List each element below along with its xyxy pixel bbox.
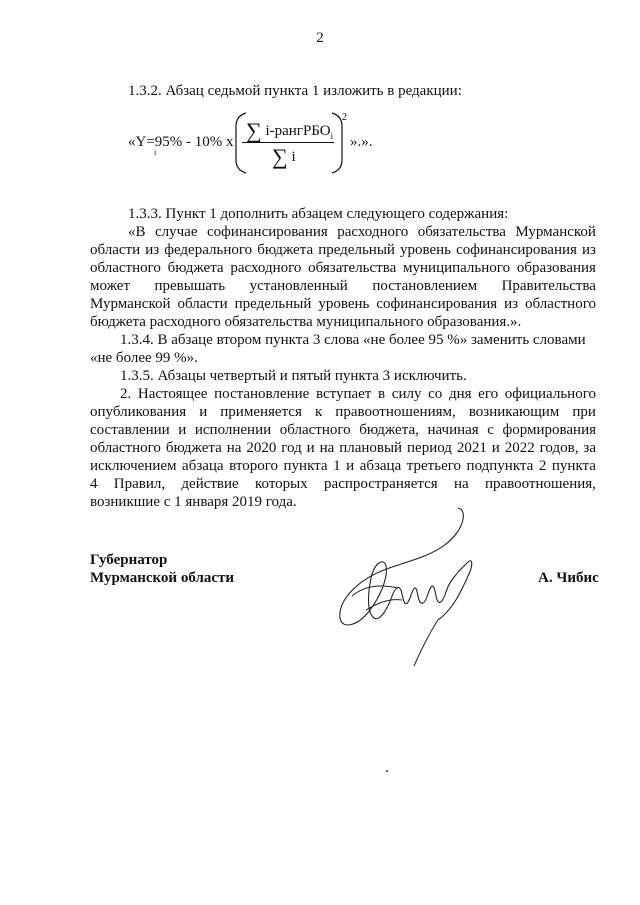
word: 1 bbox=[333, 458, 341, 474]
signer-name: А. Чибис bbox=[538, 570, 599, 586]
item-2-line bbox=[120, 386, 596, 403]
word: расходного bbox=[230, 260, 302, 276]
word: из bbox=[581, 242, 596, 258]
signer-title-line-2: Мурманской области bbox=[90, 570, 235, 586]
quote-line bbox=[90, 260, 596, 277]
word: из bbox=[145, 242, 160, 258]
item-2-line bbox=[90, 458, 596, 475]
formula bbox=[128, 112, 428, 182]
word: превышать bbox=[154, 278, 226, 294]
word: пункта bbox=[551, 458, 596, 474]
formula-lhs: «Y=95% - 10% x bbox=[128, 134, 234, 150]
word: 2 bbox=[538, 458, 547, 474]
word: с bbox=[487, 422, 494, 438]
word: областного bbox=[90, 440, 161, 456]
word: бюджета bbox=[167, 260, 224, 276]
word: и bbox=[491, 440, 500, 456]
word: постановление bbox=[214, 386, 310, 402]
word: 2022 bbox=[504, 440, 535, 456]
formula-subscript: i bbox=[154, 148, 157, 157]
word: муниципального bbox=[403, 260, 511, 276]
word: со bbox=[428, 386, 443, 402]
word: образования bbox=[516, 260, 596, 276]
item-2-line bbox=[90, 404, 596, 421]
word: на bbox=[319, 440, 335, 456]
word: третьего bbox=[406, 458, 462, 474]
word: вступает bbox=[315, 386, 372, 402]
word: при bbox=[572, 404, 596, 420]
word: и bbox=[306, 440, 315, 456]
word: возникающим bbox=[468, 404, 560, 420]
word: его bbox=[478, 386, 499, 402]
word: уровень bbox=[318, 296, 370, 312]
word: 4 bbox=[90, 476, 98, 492]
item-1-3-5: 1.3.5. Абзацы четвертый и пятый пункта 3 исключить. bbox=[120, 368, 467, 384]
item-2-last-line: возникшие с 1 января 2019 года. bbox=[90, 494, 297, 510]
word: бюджета bbox=[165, 440, 222, 456]
word: софинансирования bbox=[376, 296, 498, 312]
word: софинансирования bbox=[456, 242, 577, 258]
word: дня bbox=[448, 386, 472, 402]
formula-denominator bbox=[272, 144, 296, 170]
word: 2021 bbox=[456, 440, 487, 456]
word: которых bbox=[255, 476, 308, 492]
word: обязательства bbox=[417, 224, 506, 240]
word: 2. bbox=[120, 386, 132, 402]
word: софинансирования bbox=[206, 224, 328, 240]
word: начиная bbox=[427, 422, 479, 438]
word: расходного bbox=[337, 224, 409, 240]
numerator-sigma: ∑ bbox=[246, 118, 262, 143]
word: и bbox=[178, 422, 187, 438]
word: уровень bbox=[400, 242, 452, 258]
word: на bbox=[453, 476, 469, 492]
word: Мурманской bbox=[515, 224, 596, 240]
word: опубликования bbox=[90, 404, 187, 420]
word: год bbox=[281, 440, 302, 456]
word: на bbox=[226, 440, 242, 456]
word: плановый bbox=[339, 440, 403, 456]
denominator-text: i bbox=[291, 149, 296, 165]
scan-dot bbox=[386, 770, 388, 772]
word: составлении bbox=[90, 422, 170, 438]
word: исполнении bbox=[194, 422, 272, 438]
word: пункта bbox=[283, 458, 328, 474]
word: подпункта bbox=[466, 458, 534, 474]
word: официального bbox=[504, 386, 596, 402]
word: в bbox=[378, 386, 386, 402]
word: 2020 bbox=[246, 440, 277, 456]
item-2-line bbox=[90, 422, 596, 439]
quote-last-line: бюджета расходного обязательства муниципального образования.». bbox=[90, 314, 522, 330]
word: областного bbox=[90, 260, 161, 276]
item-1-3-4-cont: «не более 99 %». bbox=[90, 350, 198, 366]
handwritten-signature bbox=[318, 500, 518, 670]
word: абзаца bbox=[182, 458, 224, 474]
word: случае bbox=[154, 224, 198, 240]
word: из bbox=[504, 296, 519, 312]
item-2-line bbox=[90, 476, 596, 493]
word: период bbox=[407, 440, 452, 456]
fraction-line bbox=[242, 142, 334, 143]
numerator-subscript: i bbox=[330, 131, 334, 141]
word: может bbox=[90, 278, 130, 294]
word: Правительства bbox=[501, 278, 596, 294]
word: федерального bbox=[164, 242, 253, 258]
word: к bbox=[314, 404, 323, 420]
word: распространяется bbox=[324, 476, 438, 492]
word: бюджета bbox=[257, 242, 314, 258]
denominator-sigma: ∑ bbox=[272, 144, 288, 169]
signer-title-line-1: Губернатор bbox=[90, 552, 168, 568]
word: предельный bbox=[234, 296, 312, 312]
word: Настоящее bbox=[137, 386, 208, 402]
item-2-line bbox=[90, 440, 596, 457]
word: «В bbox=[128, 224, 146, 240]
quote-line bbox=[90, 242, 596, 259]
word: области bbox=[90, 242, 141, 258]
numerator-text: i-рангРБО bbox=[265, 123, 331, 139]
word: бюджета, bbox=[359, 422, 419, 438]
word: силу bbox=[391, 386, 422, 402]
word: за bbox=[583, 440, 596, 456]
formula-exponent: 2 bbox=[342, 112, 347, 123]
word: обязательства bbox=[308, 260, 397, 276]
word: областного bbox=[279, 422, 351, 438]
formula-numerator bbox=[246, 118, 333, 144]
word: формирования bbox=[502, 422, 596, 438]
word: действие bbox=[181, 476, 239, 492]
word: постановлением bbox=[372, 278, 478, 294]
quote-line bbox=[90, 278, 596, 295]
word: Мурманской bbox=[90, 296, 171, 312]
word: Правил, bbox=[113, 476, 166, 492]
word: абзаца bbox=[359, 458, 402, 474]
word: правоотношениям, bbox=[335, 404, 456, 420]
word: исключением bbox=[90, 458, 177, 474]
word: области bbox=[177, 296, 228, 312]
item-1-3-3: 1.3.3. Пункт 1 дополнить абзацем следующего содержания: bbox=[128, 206, 509, 222]
word: правоотношения, bbox=[484, 476, 596, 492]
item-1-3-4: 1.3.4. В абзаце втором пункта 3 слова «не более 95 %» заменить словами bbox=[120, 332, 586, 348]
word: годов, bbox=[539, 440, 579, 456]
quote-line bbox=[90, 296, 596, 313]
page-number: 2 bbox=[316, 30, 324, 46]
quote-line bbox=[128, 224, 596, 241]
word: установленный bbox=[249, 278, 348, 294]
word: предельный bbox=[318, 242, 395, 258]
word: второго bbox=[229, 458, 278, 474]
word: областного bbox=[525, 296, 596, 312]
word: и bbox=[199, 404, 208, 420]
word: применяется bbox=[220, 404, 302, 420]
item-1-3-2: 1.3.2. Абзац седьмой пункта 1 изложить в редакции: bbox=[128, 83, 462, 99]
word: и bbox=[346, 458, 355, 474]
formula-closing: ».». bbox=[350, 134, 373, 150]
